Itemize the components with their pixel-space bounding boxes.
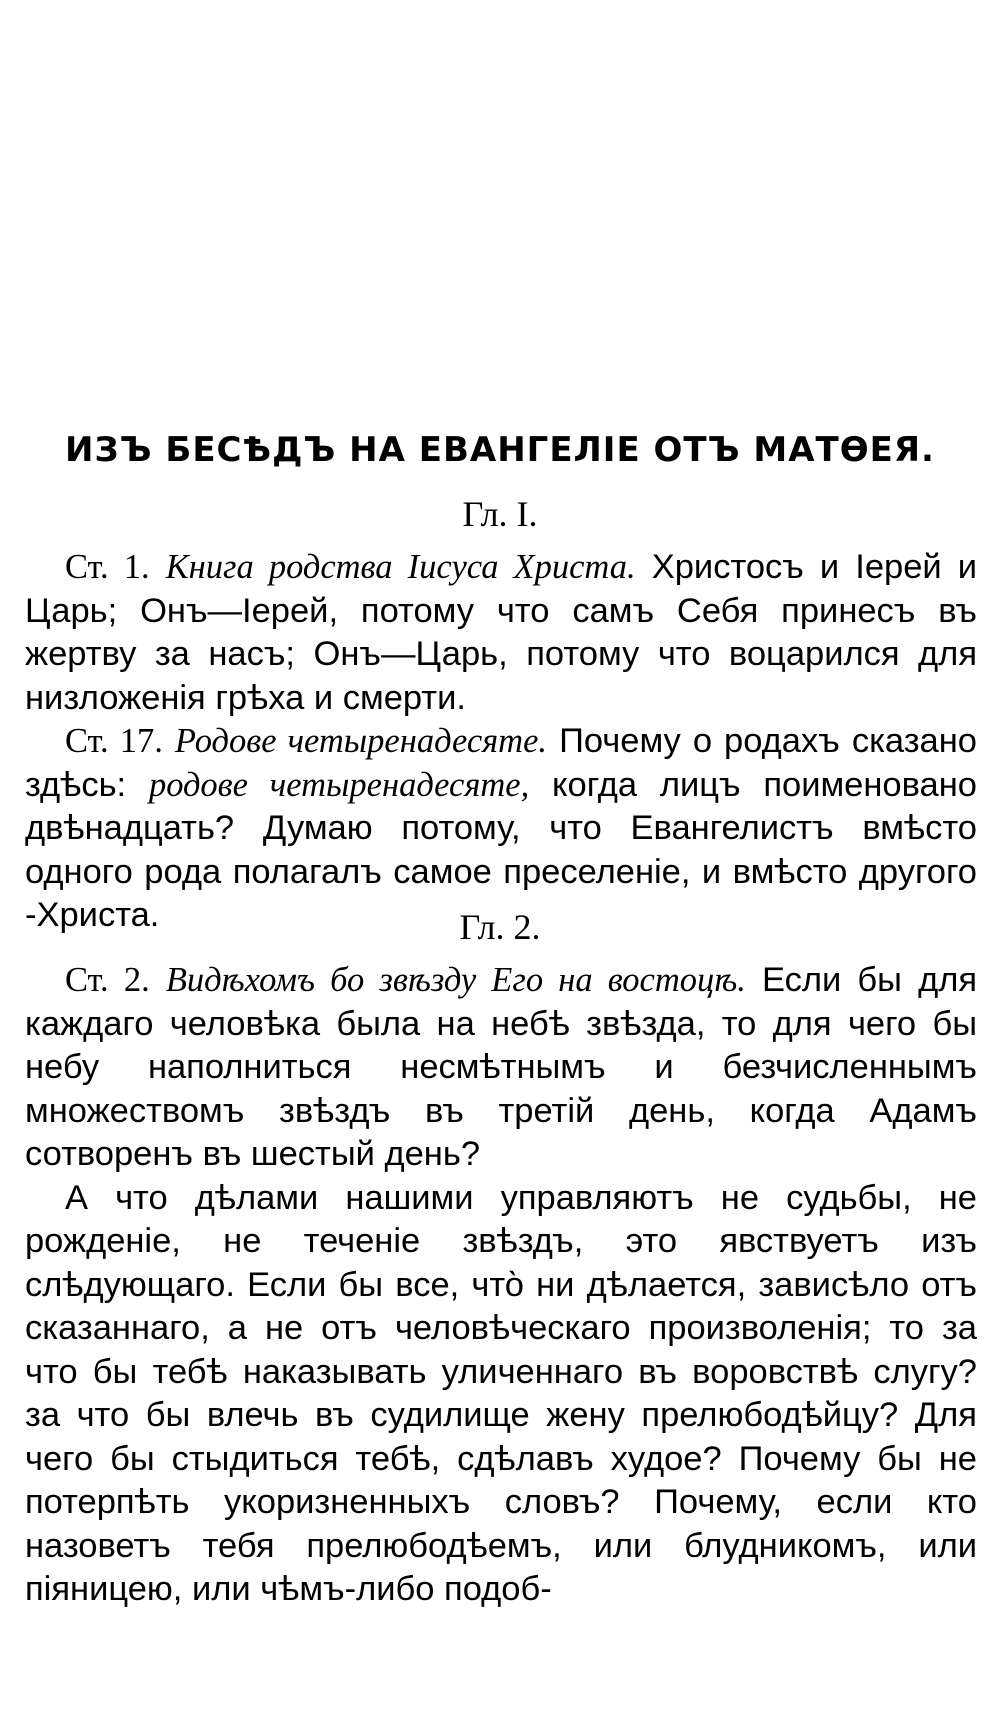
commentary-text: Если бы для каждаго человѣка была на небѣ звѣзда, то для чего бы небу наполниться несмѣтнымъ и безчисленнымъ множествомъ звѣздъ въ третій день, когда Адамъ сотворенъ въ шестый день? [25,961,978,1173]
verse-number: Ст. 17. [65,722,163,760]
commentary-text: Почему о родахъ сказано здѣсь: [25,722,977,804]
commentary-text: когда лицъ поименовано двѣнадцать? Думаю потому, что Евангелистъ вмѣсто одного рода полагалъ самое преселеніе, и вмѣсто другого -Христа. [25,765,977,934]
commentary-text: А что дѣлами нашими управляютъ не судьбы, не рожденіе, не теченіе звѣздъ, это явствуетъ изъ слѣдующаго. Если бы все, что̀ ни дѣлается, зависѣло отъ сказаннаго, а не отъ человѣческаго произволенія; то за что бы тебѣ наказывать уличеннаго въ воровствѣ слугу? за что бы влечь въ судилище жену прелюбодѣйцу? Для чего бы стыдиться тебѣ, сдѣлавъ худое? Почему бы не потерпѣть укоризненныхъ словъ? Почему, если кто назоветъ тебя прелюбодѣемъ, или блудникомъ, или піяницею, или чѣмъ-либо подоб- [25,1178,977,1608]
chapter-title-1: Гл. I. [462,494,538,534]
commentary-paragraph [25,1177,977,1612]
scripture-quote: Родове четыренадесяте. [174,722,548,760]
scripture-quote: Книга родства Іисуса Христа. [165,548,636,586]
verse-number: Ст. 1. [65,548,150,586]
verse-paragraph [25,546,977,720]
commentary-text: Христосъ и Іерей и Царь; Онъ—Іерей, потому что самъ Себя принесъ въ жертву за насъ; Онъ—Царь, потому что воцарился для низложенія грѣха и смерти. [25,548,978,717]
verse-number: Ст. 2. [65,961,150,999]
chapter-1-text [25,546,977,938]
chapter-2-text [25,959,977,1612]
verse-paragraph [25,959,977,1177]
scripture-quote: Видѣхомъ бо звѣзду Его на востоцѣ. [165,961,746,999]
chapter-title-2: Гл. 2. [459,907,541,947]
scripture-quote: родове четыренадесяте, [148,765,530,804]
page-heading: ИЗЪ БЕСѢДЪ НА ЕВАНГЕЛІЕ ОТЪ МАТѲЕЯ. [65,430,935,470]
